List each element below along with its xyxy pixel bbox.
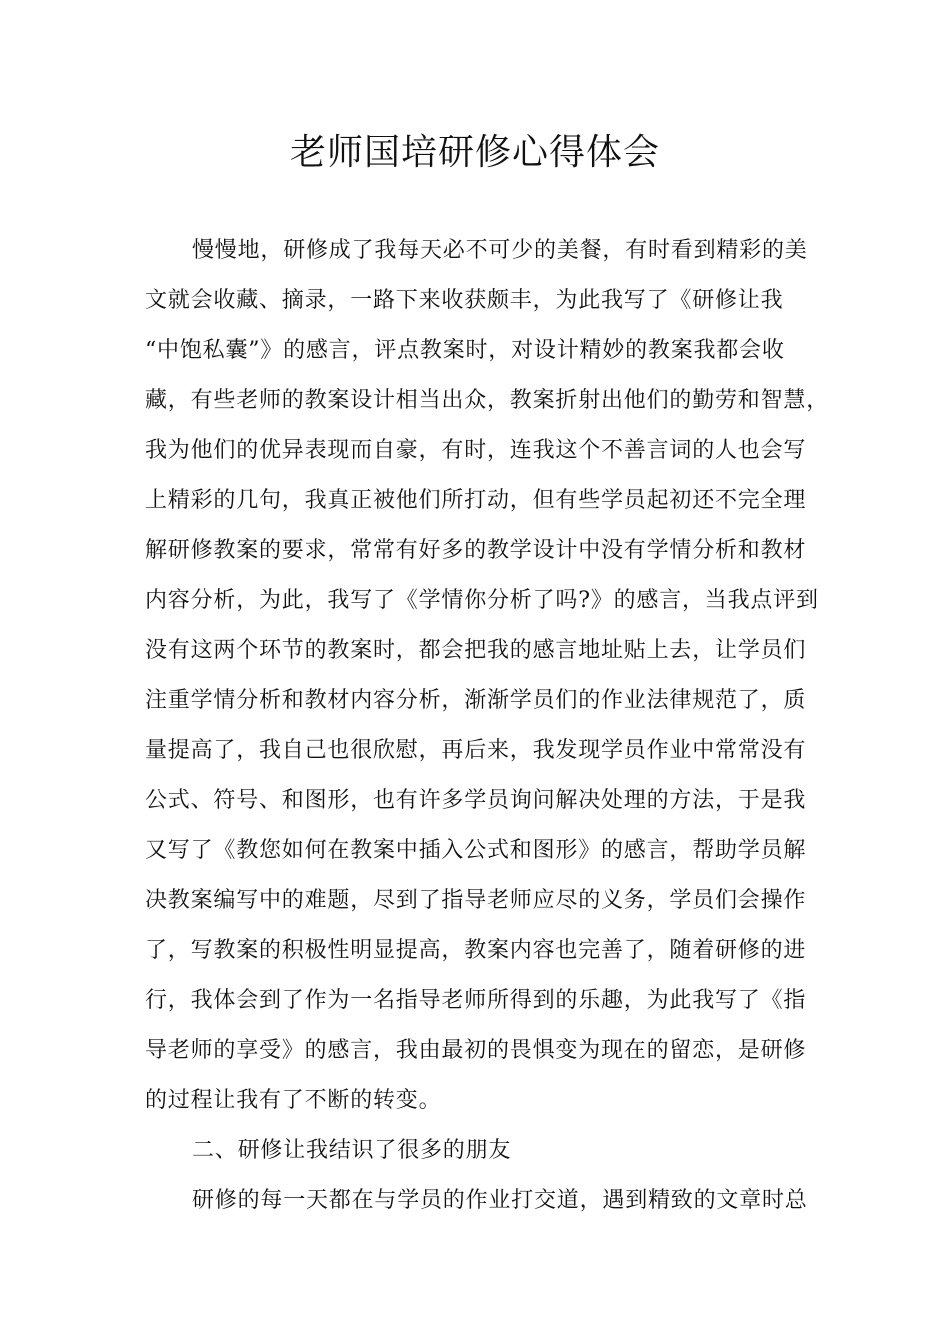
- paragraph-line: “中饱私囊”》的感言，评点教案时，对设计精妙的教案我都会收: [145, 338, 785, 363]
- paragraph-line: 没有这两个环节的教案时，都会把我的感言地址贴上去，让学员们: [145, 638, 807, 663]
- paragraph-line: 行，我体会到了作为一名指导老师所得到的乐趣，为此我写了《指: [145, 988, 807, 1013]
- paragraph-line: 内容分析，为此，我写了《学情你分析了吗?》的感言，当我点评到: [145, 588, 819, 613]
- paragraph-line: 导老师的享受》的感言，我由最初的畏惧变为现在的留恋，是研修: [145, 1038, 807, 1063]
- paragraph-line: 决教案编写中的难题，尽到了指导老师应尽的义务，学员们会操作: [145, 888, 807, 913]
- paragraph-line: 注重学情分析和教材内容分析，渐渐学员们的作业法律规范了，质: [145, 688, 807, 713]
- paragraph-line: 藏，有些老师的教案设计相当出众，教案折射出他们的勤劳和智慧，: [145, 388, 830, 413]
- paragraph-line: 我为他们的优异表现而自豪，有时，连我这个不善言词的人也会写: [145, 438, 807, 463]
- paragraph-line: 了，写教案的积极性明显提高，教案内容也完善了，随着研修的进: [145, 938, 807, 963]
- paragraph-line: 的过程让我有了不断的转变。: [145, 1088, 442, 1113]
- paragraph-line: 文就会收藏、摘录，一路下来收获颇丰，为此我写了《研修让我: [145, 288, 784, 313]
- section-heading: 二、研修让我结识了很多的朋友: [192, 1138, 512, 1163]
- paragraph-line: 解研修教案的要求，常常有好多的教学设计中没有学情分析和教材: [145, 538, 807, 563]
- paragraph-line: 上精彩的几句，我真正被他们所打动，但有些学员起初还不完全理: [145, 488, 807, 513]
- paragraph-line: 又写了《教您如何在教案中插入公式和图形》的感言，帮助学员解: [145, 838, 807, 863]
- paragraph-line: 慢慢地，研修成了我每天必不可少的美餐，有时看到精彩的美: [192, 238, 808, 263]
- paragraph-line: 量提高了，我自己也很欣慰，再后来，我发现学员作业中常常没有: [145, 738, 807, 763]
- document-title: 老师国培研修心得体会: [289, 132, 660, 173]
- paragraph-line: 公式、符号、和图形，也有许多学员询问解决处理的方法，于是我: [145, 788, 807, 813]
- paragraph-line: 研修的每一天都在与学员的作业打交道，遇到精致的文章时总: [192, 1188, 808, 1213]
